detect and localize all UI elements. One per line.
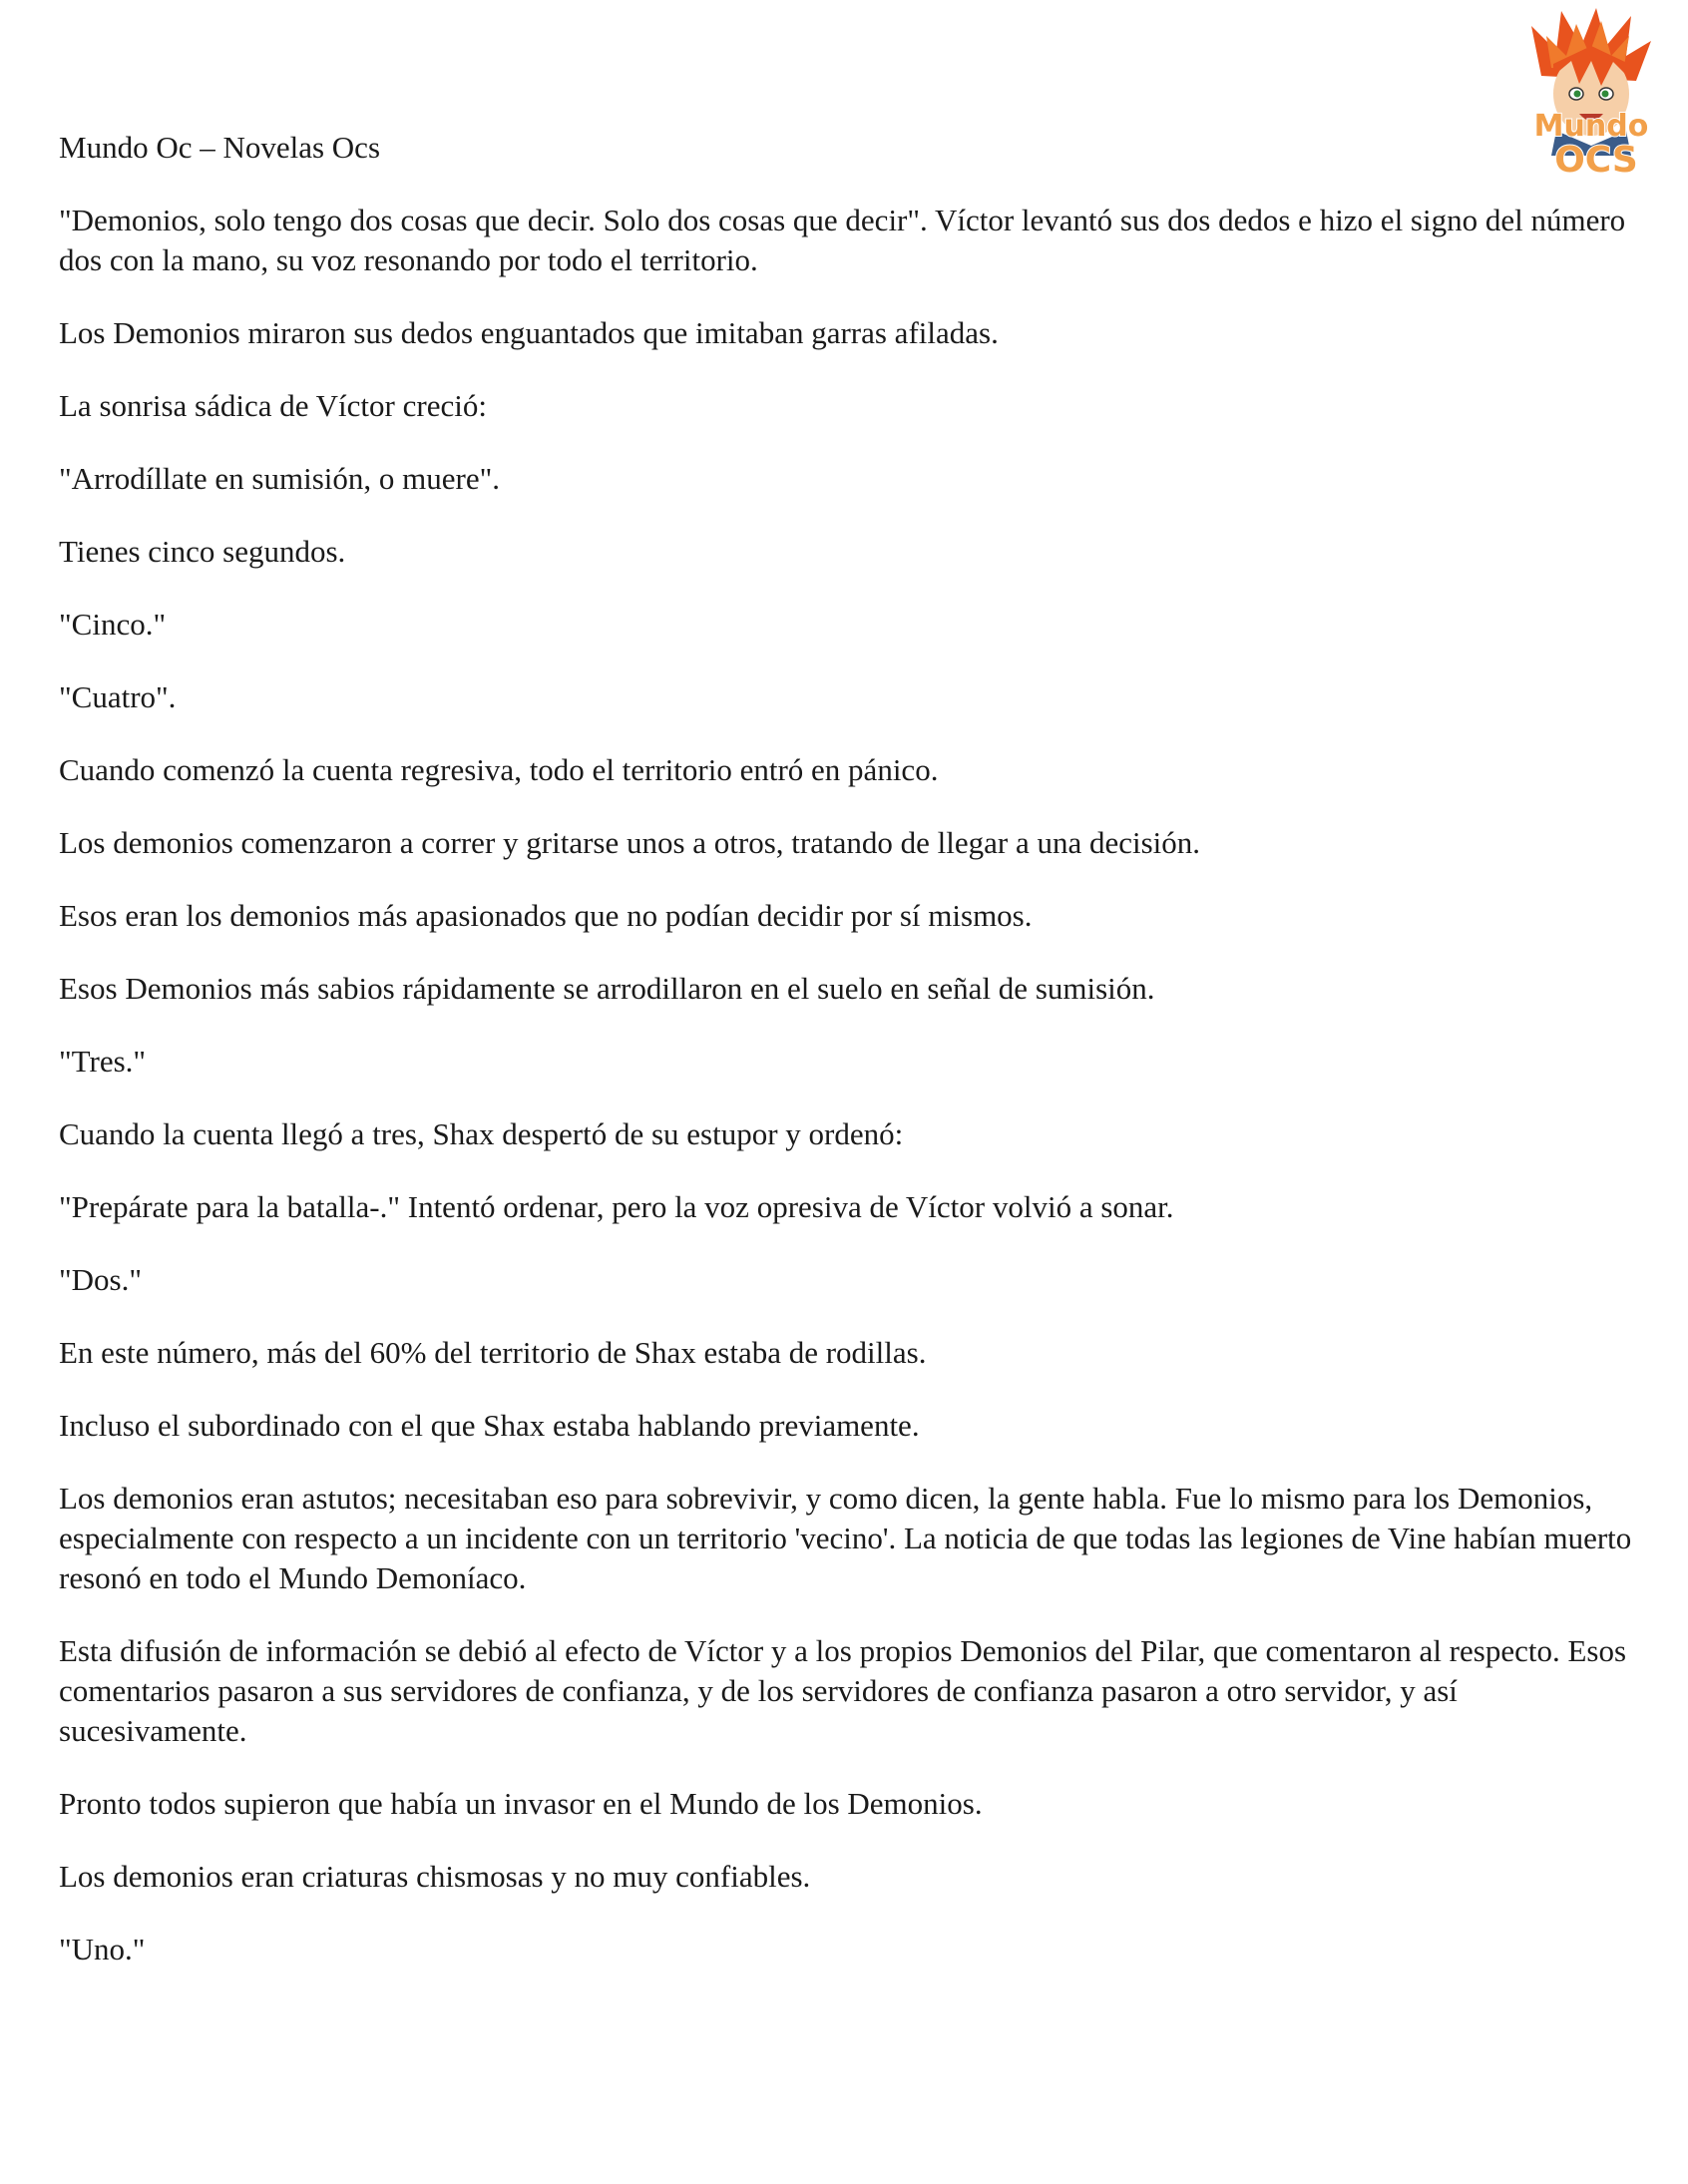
mundo-ocs-logo [1501,6,1681,181]
paragraph: Esos eran los demonios más apasionados que no podían decidir por sí mismos. [59,898,1033,933]
paragraph: En este número, más del 60% del territorio de Shax estaba de rodillas. [59,1335,927,1370]
paragraph: "Cinco." [59,607,167,642]
paragraph: Los demonios comenzaron a correr y gritarse unos a otros, tratando de llegar a una decisión. [59,825,1201,860]
paragraph: Tienes cinco segundos. [59,534,346,569]
paragraph: "Cuatro". [59,679,177,714]
svg-text:Mundo: Mundo [1533,109,1649,144]
page-header: Mundo Oc – Novelas Ocs [59,130,381,165]
paragraph: "Tres." [59,1044,147,1079]
paragraph: Cuando comenzó la cuenta regresiva, todo el territorio entró en pánico. [59,752,939,787]
paragraph: Esos Demonios más sabios rápidamente se arrodillaron en el suelo en señal de sumisión. [59,971,1155,1006]
paragraph: "Demonios, solo tengo dos cosas que decir. Solo dos cosas que decir". Víctor levantó sus dos dedos e hizo el signo del número dos con la mano, su voz resonando por todo el territorio. [59,203,1626,277]
paragraph: "Uno." [59,1932,146,1966]
paragraph: "Dos." [59,1262,143,1297]
paragraph: Los Demonios miraron sus dedos enguantados que imitaban garras afiladas. [59,315,999,350]
paragraph: Pronto todos supieron que había un invasor en el Mundo de los Demonios. [59,1786,983,1821]
svg-text:OCS: OCS [1554,140,1638,181]
document-body [59,201,1635,2002]
paragraph: "Prepárate para la batalla-." Intentó ordenar, pero la voz opresiva de Víctor volvió a sonar. [59,1189,1174,1224]
paragraph: Esta difusión de información se debió al efecto de Víctor y a los propios Demonios del Pilar, que comentaron al respecto. Esos comentarios pasaron a sus servidores de confianza, y de los servidores de confianza pasaron a otro servidor, y así sucesivamente. [59,1633,1627,1748]
paragraph: "Arrodíllate en sumisión, o muere". [59,461,500,496]
paragraph: Incluso el subordinado con el que Shax estaba hablando previamente. [59,1408,920,1443]
paragraph: Los demonios eran criaturas chismosas y no muy confiables. [59,1859,811,1894]
paragraph: La sonrisa sádica de Víctor creció: [59,388,487,423]
paragraph: Cuando la cuenta llegó a tres, Shax despertó de su estupor y ordenó: [59,1116,904,1151]
paragraph: Los demonios eran astutos; necesitaban eso para sobrevivir, y como dicen, la gente habla. Fue lo mismo para los Demonios, especialmente con respecto a un incidente con un territorio 'vecino'. La noticia de que todas las legiones de Vine habían muerto resonó en todo el Mundo Demoníaco. [59,1481,1632,1595]
